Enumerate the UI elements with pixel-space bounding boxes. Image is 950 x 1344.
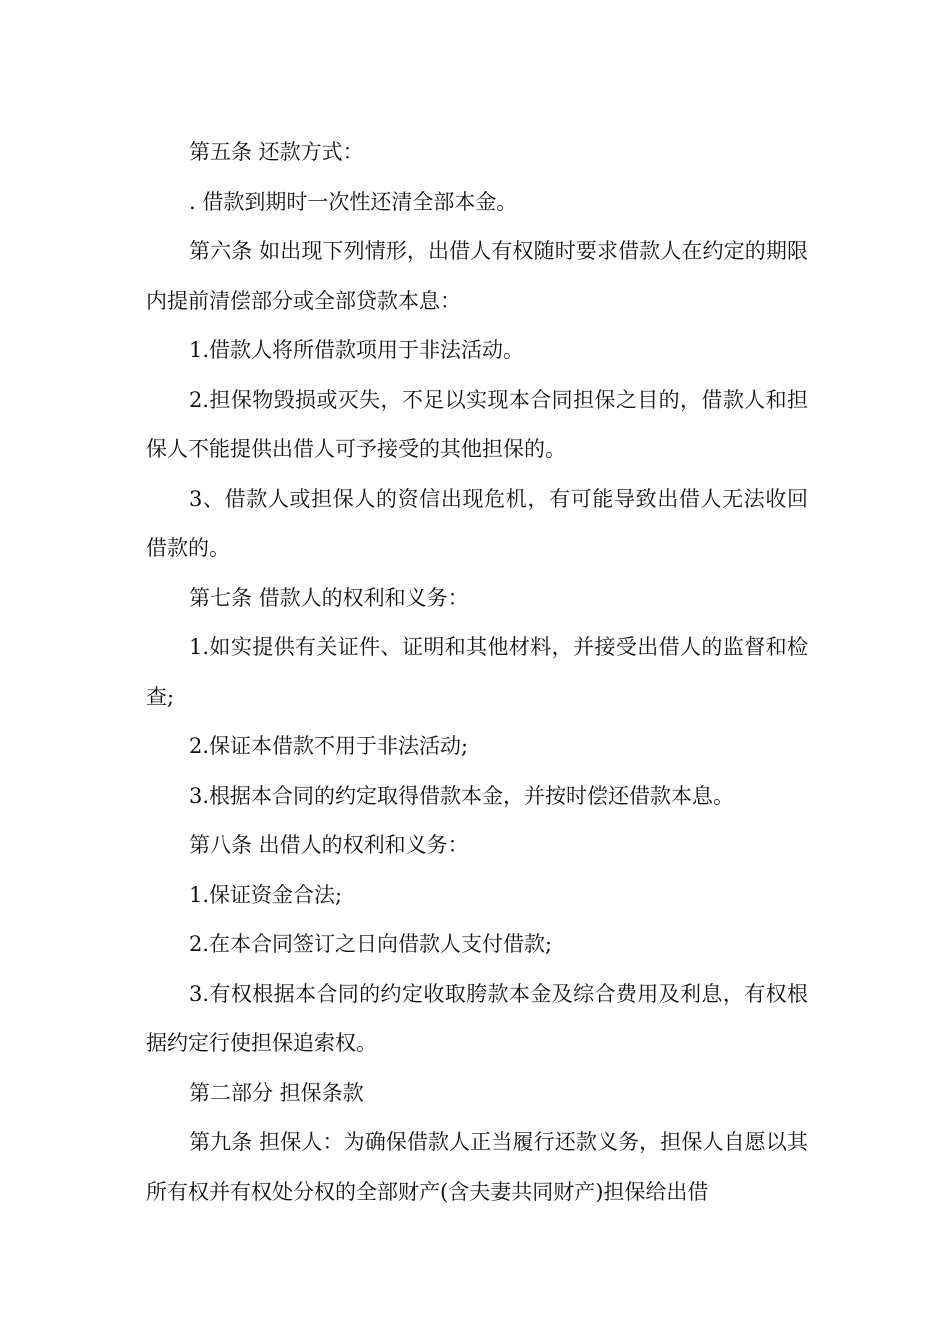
article-6-item-1: 1.借款人将所借款项用于非法活动。 [189,338,525,362]
article-7-heading: 第七条 借款人的权利和义务： [189,585,469,610]
article-7-item-1: 1.如实提供有关证件、证明和其他材料，并接受出借人的监督和检查; [146,635,808,709]
article-6-item-3: 3、借款人或担保人的资信出现危机，有可能导致出借人无法收回借款的。 [146,486,808,560]
article-8-item-1: 1.保证资金合法; [189,882,343,907]
article-8-item-3: 3.有权根据本合同的约定收取胯款本金及综合费用及利息，有权根据约定行使担保追索权。 [146,981,808,1055]
article-6-heading: 第六条 如出现下列情形，出借人有权随时要求借款人在约定的期限内提前清偿部分或全部贷款本息： [146,239,808,313]
article-5-item: . 借款到期时一次性还清全部本金。 [189,189,518,214]
article-8-heading: 第八条 出借人的权利和义务： [189,833,469,857]
article-7-item-2: 2.保证本借款不用于非法活动; [189,734,469,758]
document-body [146,128,808,1217]
article-5-heading: 第五条 还款方式： [189,140,364,164]
part-2-heading: 第二部分 担保条款 [189,1080,364,1105]
article-9-text: 第九条 担保人：为确保借款人正当履行还款义务，担保人自愿以其所有权并有权处分权的全部财产(含夫妻共同财产)担保给出借 [146,1130,808,1204]
article-8-item-2: 2.在本合同签订之日向借款人支付借款; [189,932,553,956]
article-6-item-2: 2.担保物毁损或灭失，不足以实现本合同担保之目的，借款人和担保人不能提供出借人可予接受的其他担保的。 [146,387,808,461]
article-7-item-3: 3.根据本合同的约定取得借款本金，并按时偿还借款本息。 [189,783,735,808]
